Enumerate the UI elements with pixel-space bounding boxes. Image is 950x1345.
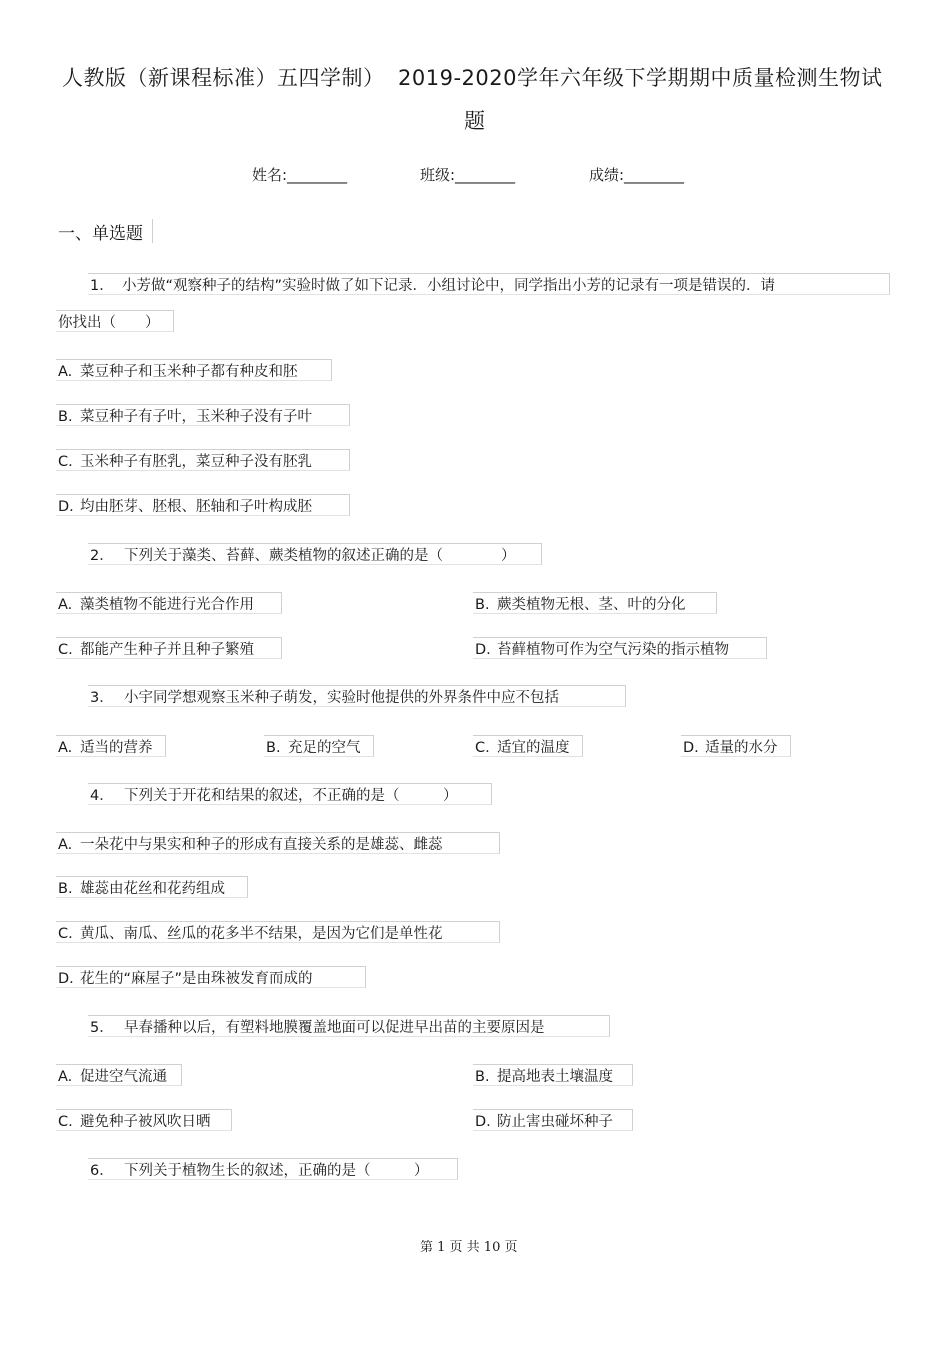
question-4-number: 4． [90,788,114,804]
q3-option-c[interactable] [475,736,570,757]
title-line1-right: 2019-2020学年六年级下学期期中质量检测生物试 [398,66,883,90]
question-6-number: 6． [90,1163,114,1179]
option-letter: A. [58,597,73,613]
q1-option-c[interactable] [58,450,312,471]
option-text: 提高地表土壤温度 [497,1069,613,1085]
option-letter: B. [475,1069,490,1085]
option-text: 蕨类植物无根、茎、叶的分化 [497,597,686,613]
q5-option-d[interactable] [475,1110,613,1131]
option-text: 适当的营养 [80,740,153,756]
section-heading-border [152,219,153,243]
q5-option-b[interactable] [475,1065,613,1086]
option-text: 花生的“麻屋子”是由珠被发育而成的 [80,971,313,987]
option-text: 防止害虫碰坏种子 [497,1114,613,1130]
question-3-number: 3． [90,690,114,706]
question-1-number: 1． [90,278,114,294]
option-text: 雄蕊由花丝和花药组成 [80,881,225,897]
question-2-number: 2． [90,548,114,564]
q1-option-a[interactable] [58,360,298,381]
option-text: 适宜的温度 [497,740,570,756]
question-1-text: 小芳做“观察种子的结构”实验时做了如下记录．小组讨论中，同学指出小芳的记录有一项是错误的．请 [122,278,776,294]
q5-option-c[interactable] [58,1110,211,1131]
question-5-number: 5． [90,1020,114,1036]
question-6-text: 下列关于植物生长的叙述，正确的是（ ） [124,1163,429,1179]
q2-option-a[interactable] [58,593,254,614]
title-line2: 题 [464,109,486,133]
section-heading: 一、单选题 [58,224,143,244]
option-letter: C. [58,454,73,470]
option-letter: C. [58,1114,73,1130]
q4-option-b[interactable] [58,877,225,898]
option-letter: A. [58,837,73,853]
class-field: 班级:________ [420,166,516,184]
option-letter: D. [683,740,699,756]
option-letter: D. [58,971,74,987]
option-letter: D. [475,1114,491,1130]
option-letter: B. [266,740,281,756]
question-3-text: 小宇同学想观察玉米种子萌发，实验时他提供的外界条件中应不包括 [124,690,559,706]
option-text: 促进空气流通 [80,1069,167,1085]
q5-option-a[interactable] [58,1065,167,1086]
option-letter: A. [58,1069,73,1085]
page-footer: 第 1 页 共 10 页 [420,1240,518,1255]
q1-option-d[interactable] [58,495,312,516]
option-letter: C. [58,642,73,658]
name-field: 姓名:________ [252,166,348,184]
option-text: 都能产生种子并且种子繁殖 [80,642,254,658]
option-text: 藻类植物不能进行光合作用 [80,597,254,613]
q2-option-b[interactable] [475,593,686,614]
option-letter: B. [58,409,73,425]
option-text: 适量的水分 [705,740,778,756]
q4-option-d[interactable] [58,967,313,988]
option-text: 充足的空气 [288,740,361,756]
option-letter: A. [58,364,73,380]
option-letter: A. [58,740,73,756]
q1-option-b[interactable] [58,405,312,426]
q3-option-b[interactable] [266,736,361,757]
score-field: 成绩:________ [589,166,685,184]
option-text: 菜豆种子有子叶，玉米种子没有子叶 [80,409,312,425]
option-text: 黄瓜、南瓜、丝瓜的花多半不结果，是因为它们是单性花 [80,926,443,942]
option-text: 苔藓植物可作为空气污染的指示植物 [497,642,729,658]
q4-option-a[interactable] [58,833,443,854]
question-2-text: 下列关于藻类、苔藓、蕨类植物的叙述正确的是（ ） [124,548,516,564]
q3-option-d[interactable] [683,736,778,757]
q2-option-d[interactable] [475,638,729,659]
option-letter: C. [58,926,73,942]
q2-option-c[interactable] [58,638,254,659]
question-1-text-2: 你找出（ ） [58,315,160,331]
option-letter: D. [58,499,74,515]
option-text: 一朵花中与果实和种子的形成有直接关系的是雄蕊、雌蕊 [80,837,443,853]
option-text: 均由胚芽、胚根、胚轴和子叶构成胚 [80,499,312,515]
option-text: 玉米种子有胚乳，菜豆种子没有胚乳 [80,454,312,470]
question-4-text: 下列关于开花和结果的叙述，不正确的是（ ） [124,788,458,804]
q4-option-c[interactable] [58,922,443,943]
option-text: 菜豆种子和玉米种子都有种皮和胚 [80,364,298,380]
option-text: 避免种子被风吹日晒 [80,1114,211,1130]
option-letter: B. [475,597,490,613]
question-5-text: 早春播种以后，有塑料地膜覆盖地面可以促进早出苗的主要原因是 [124,1020,545,1036]
title-line1-left: 人教版（新课程标准）五四学制） [62,66,385,90]
q3-option-a[interactable] [58,736,153,757]
option-letter: C. [475,740,490,756]
option-letter: B. [58,881,73,897]
option-letter: D. [475,642,491,658]
